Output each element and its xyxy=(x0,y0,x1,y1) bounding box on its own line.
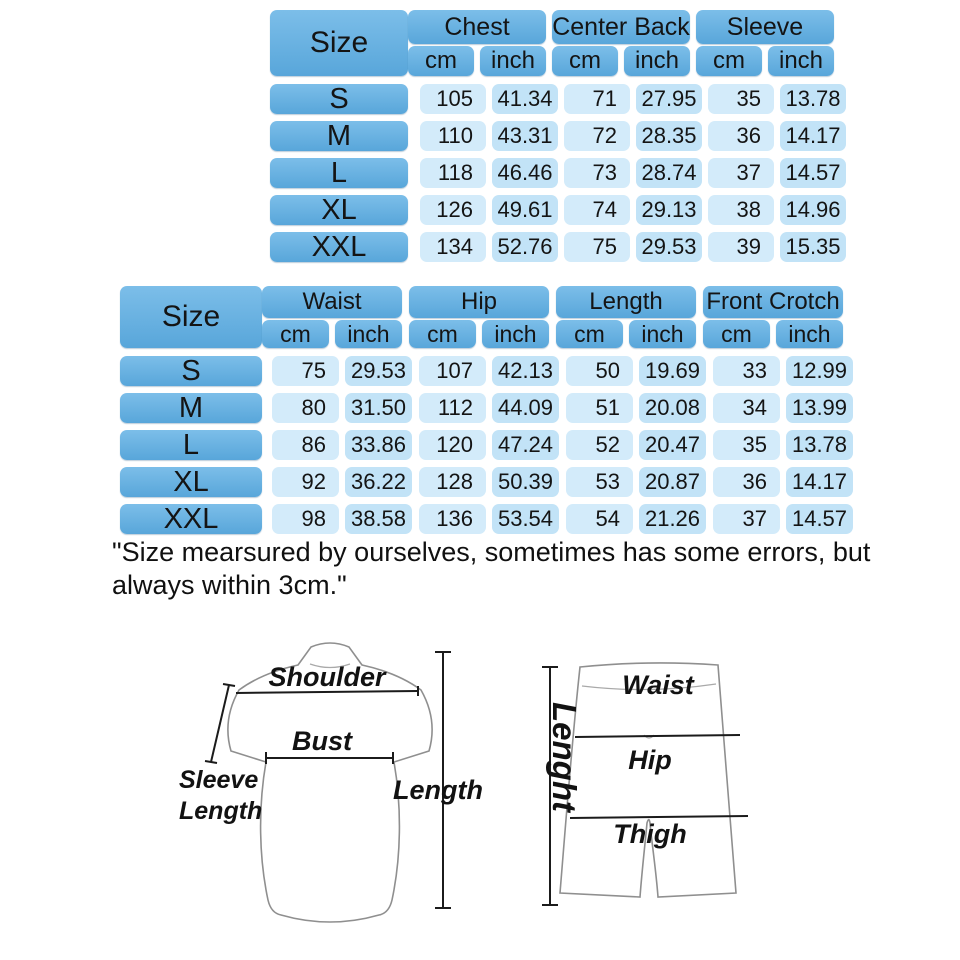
value-cell: 107 xyxy=(419,356,486,386)
value-cell: 14.57 xyxy=(786,504,853,534)
value-cell: 112 xyxy=(419,393,486,423)
shorts-size-table xyxy=(120,286,853,534)
size-cell: S xyxy=(270,84,408,114)
table-row xyxy=(270,84,846,114)
value-cell: 86 xyxy=(272,430,339,460)
size-column-header: Size xyxy=(270,10,408,76)
value-cell: 37 xyxy=(708,158,774,188)
table-row xyxy=(270,232,846,262)
value-cell: 27.95 xyxy=(636,84,702,114)
value-cell: 80 xyxy=(272,393,339,423)
value-cell: 29.53 xyxy=(345,356,412,386)
waist-label: Waist xyxy=(622,670,694,700)
table-row xyxy=(120,504,853,534)
value-cell: 118 xyxy=(420,158,486,188)
front-crotch-header: Front Crotch xyxy=(703,286,843,318)
value-cell: 50 xyxy=(566,356,633,386)
value-cell: 41.34 xyxy=(492,84,558,114)
size-cell: XL xyxy=(120,467,262,497)
cm-header: cm xyxy=(408,46,474,76)
value-cell: 50.39 xyxy=(492,467,559,497)
value-cell: 20.08 xyxy=(639,393,706,423)
value-cell: 44.09 xyxy=(492,393,559,423)
center-back-column-group xyxy=(552,10,690,76)
size-cell: L xyxy=(270,158,408,188)
front-crotch-column-group xyxy=(703,286,843,348)
value-cell: 126 xyxy=(420,195,486,225)
value-cell: 15.35 xyxy=(780,232,846,262)
value-cell: 47.24 xyxy=(492,430,559,460)
shoulder-label: Shoulder xyxy=(268,662,386,692)
size-cell: L xyxy=(120,430,262,460)
value-cell: 13.99 xyxy=(786,393,853,423)
value-cell: 14.96 xyxy=(780,195,846,225)
value-cell: 28.35 xyxy=(636,121,702,151)
value-cell: 28.74 xyxy=(636,158,702,188)
table-row xyxy=(120,393,853,423)
size-cell: M xyxy=(270,121,408,151)
value-cell: 71 xyxy=(564,84,630,114)
chest-header: Chest xyxy=(408,10,546,44)
sleeve-header: Sleeve xyxy=(696,10,834,44)
chest-column-group xyxy=(408,10,546,76)
value-cell: 51 xyxy=(566,393,633,423)
value-cell: 21.26 xyxy=(639,504,706,534)
value-cell: 98 xyxy=(272,504,339,534)
value-cell: 74 xyxy=(564,195,630,225)
value-cell: 29.13 xyxy=(636,195,702,225)
value-cell: 35 xyxy=(713,430,780,460)
value-cell: 49.61 xyxy=(492,195,558,225)
value-cell: 14.57 xyxy=(780,158,846,188)
length-header: Length xyxy=(556,286,696,318)
thigh-label: Thigh xyxy=(613,819,687,849)
value-cell: 72 xyxy=(564,121,630,151)
value-cell: 37 xyxy=(713,504,780,534)
inch-header: inch xyxy=(776,320,843,348)
value-cell: 34 xyxy=(713,393,780,423)
value-cell: 46.46 xyxy=(492,158,558,188)
shorts-table-header xyxy=(120,286,853,348)
sleeve-column-group xyxy=(696,10,834,76)
value-cell: 75 xyxy=(564,232,630,262)
inch-header: inch xyxy=(768,46,834,76)
value-cell: 39 xyxy=(708,232,774,262)
value-cell: 105 xyxy=(420,84,486,114)
measurement-disclaimer-note: "Size mearsured by ourselves, sometimes has some errors, but always within 3cm." xyxy=(112,537,871,601)
value-cell: 14.17 xyxy=(780,121,846,151)
cm-header: cm xyxy=(409,320,476,348)
table-row xyxy=(120,430,853,460)
value-cell: 52 xyxy=(566,430,633,460)
size-column-header: Size xyxy=(120,286,262,348)
value-cell: 73 xyxy=(564,158,630,188)
value-cell: 14.17 xyxy=(786,467,853,497)
hip-header: Hip xyxy=(409,286,549,318)
value-cell: 36 xyxy=(708,121,774,151)
value-cell: 53 xyxy=(566,467,633,497)
size-cell: XXL xyxy=(270,232,408,262)
value-cell: 12.99 xyxy=(786,356,853,386)
value-cell: 128 xyxy=(419,467,486,497)
shirt-size-table xyxy=(270,10,846,262)
size-cell: S xyxy=(120,356,262,386)
length-label: Length xyxy=(393,775,483,805)
waist-column-group xyxy=(262,286,402,348)
table-row xyxy=(270,121,846,151)
value-cell: 110 xyxy=(420,121,486,151)
sleeve-length-label-line1: Sleeve xyxy=(179,766,259,794)
value-cell: 13.78 xyxy=(780,84,846,114)
inch-header: inch xyxy=(624,46,690,76)
value-cell: 38 xyxy=(708,195,774,225)
value-cell: 42.13 xyxy=(492,356,559,386)
value-cell: 36.22 xyxy=(345,467,412,497)
table-row xyxy=(120,356,853,386)
inch-header: inch xyxy=(629,320,696,348)
cm-header: cm xyxy=(556,320,623,348)
value-cell: 13.78 xyxy=(786,430,853,460)
value-cell: 75 xyxy=(272,356,339,386)
length-column-group xyxy=(556,286,696,348)
cm-header: cm xyxy=(696,46,762,76)
waist-header: Waist xyxy=(262,286,402,318)
value-cell: 53.54 xyxy=(492,504,559,534)
value-cell: 36 xyxy=(713,467,780,497)
value-cell: 33.86 xyxy=(345,430,412,460)
table-row xyxy=(120,467,853,497)
center-back-header: Center Back xyxy=(552,10,690,44)
value-cell: 19.69 xyxy=(639,356,706,386)
value-cell: 20.47 xyxy=(639,430,706,460)
cm-header: cm xyxy=(552,46,618,76)
value-cell: 43.31 xyxy=(492,121,558,151)
hip-column-group xyxy=(409,286,549,348)
shorts-length-label: Lenght xyxy=(546,702,583,812)
value-cell: 136 xyxy=(419,504,486,534)
shirt-table-header xyxy=(270,10,846,76)
sleeve-length-tick-bottom xyxy=(205,761,217,763)
inch-header: inch xyxy=(482,320,549,348)
value-cell: 20.87 xyxy=(639,467,706,497)
cm-header: cm xyxy=(703,320,770,348)
value-cell: 92 xyxy=(272,467,339,497)
shirt-measurement-diagram xyxy=(170,638,500,948)
sleeve-length-tick-top xyxy=(223,684,235,686)
size-cell: M xyxy=(120,393,262,423)
value-cell: 52.76 xyxy=(492,232,558,262)
value-cell: 31.50 xyxy=(345,393,412,423)
value-cell: 120 xyxy=(419,430,486,460)
size-cell: XXL xyxy=(120,504,262,534)
value-cell: 29.53 xyxy=(636,232,702,262)
value-cell: 54 xyxy=(566,504,633,534)
bust-label: Bust xyxy=(292,726,352,756)
value-cell: 134 xyxy=(420,232,486,262)
table-row xyxy=(270,158,846,188)
sleeve-length-label-line2: Length xyxy=(179,797,263,825)
cm-header: cm xyxy=(262,320,329,348)
hip-label: Hip xyxy=(628,745,672,775)
size-cell: XL xyxy=(270,195,408,225)
shorts-measurement-diagram xyxy=(510,640,850,950)
table-row xyxy=(270,195,846,225)
sleeve-length-line xyxy=(211,685,229,762)
value-cell: 38.58 xyxy=(345,504,412,534)
inch-header: inch xyxy=(480,46,546,76)
value-cell: 33 xyxy=(713,356,780,386)
inch-header: inch xyxy=(335,320,402,348)
value-cell: 35 xyxy=(708,84,774,114)
